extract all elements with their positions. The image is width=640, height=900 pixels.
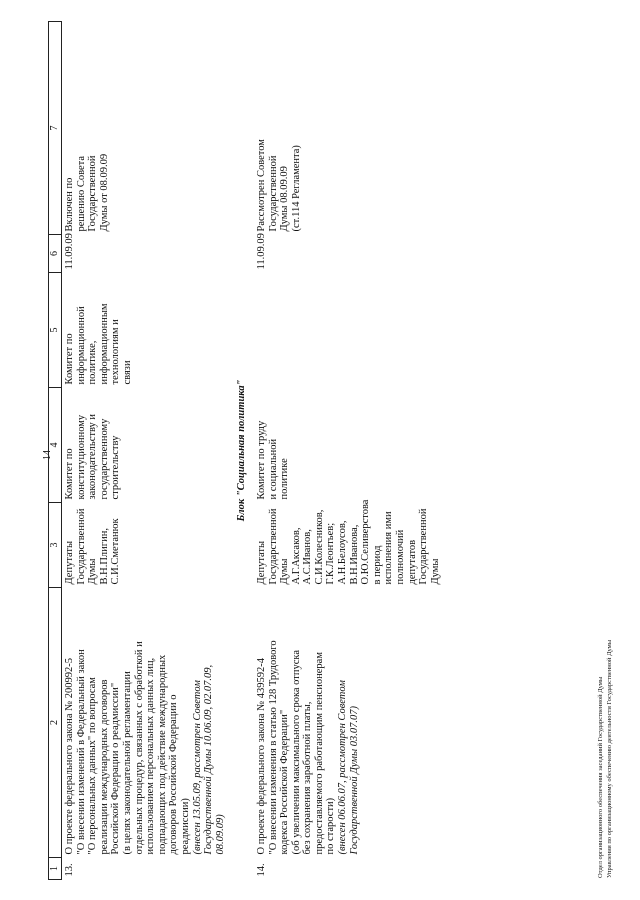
text-line: использованием персональных данных лиц, (145, 657, 157, 855)
text-line: депутатов (406, 539, 418, 585)
text-line: (в целях законодательной регламентации (121, 671, 133, 855)
text-line: (об увеличении максимального срока отпуска (290, 649, 302, 855)
section-row (228, 22, 254, 880)
bill-title-lines (256, 591, 337, 855)
text-line: законодательству и (87, 413, 99, 500)
text-line: А.Г.Аксаков, (290, 527, 302, 585)
authors (62, 503, 229, 588)
text-line: С.И.Сметанюк (110, 518, 122, 585)
text-line: исполнения ими (383, 511, 395, 585)
text-line: "О персональных данных" по вопросам (87, 677, 99, 855)
bill-note (192, 591, 227, 855)
text-line: Думы (279, 558, 291, 585)
header-cell: 3 (49, 503, 62, 588)
text-line: технологиям и (110, 319, 122, 385)
text-line: Комитет по труду (255, 420, 267, 500)
text-line: Включен по (64, 177, 75, 232)
text-line: связи (121, 360, 133, 385)
bill-note (337, 591, 360, 855)
text-line: по старости) (325, 797, 337, 855)
text-line: в период (371, 545, 383, 585)
table-row (62, 22, 229, 880)
text-line: строительству (110, 435, 122, 500)
text-line: договоров Российской Федерации о (168, 694, 180, 855)
text-line: решению Совета (75, 155, 87, 232)
text-line: полномочий (395, 529, 407, 585)
text-line: Думы от 08.09.09 (98, 153, 110, 232)
text-line: Государственной (267, 155, 279, 232)
text-line: и социальной (267, 438, 279, 500)
text-line: О.Ю.Селиверстова (360, 499, 372, 585)
text-line: Государственной (75, 508, 87, 585)
text-line: (ст.114 Регламента) (290, 145, 302, 232)
text-line: без сохранения заработной платы, (302, 701, 314, 855)
text-line: (внесен 13.05.09, рассмотрен Советом (191, 680, 203, 855)
footer-line: Отдел организационного обеспечения заседаний Государственной Думы (597, 676, 604, 878)
footer (596, 640, 614, 878)
header-cell: 4 (49, 388, 62, 503)
text-line: реализации международных договоров (98, 679, 110, 855)
text-line: "О внесении изменений в Федеральный закон (75, 649, 87, 855)
text-line: 08.09.09) (214, 814, 226, 855)
text-line: реадмиссии) (179, 798, 191, 855)
text-line: Российской Федерации о реадмиссии" (110, 682, 122, 855)
responsible-committee (62, 388, 229, 503)
bill-title-lines (64, 591, 192, 855)
text-line: Думы (87, 558, 99, 585)
text-line: "О внесении изменения в статью 128 Трудового (267, 640, 279, 855)
text-line: Государственной Думы 03.07.07) (348, 706, 360, 855)
text-line: В.Н.Иванова, (348, 524, 360, 585)
text-line: О проекте федерального закона № 439592-4 (255, 657, 267, 855)
bills-table (48, 21, 443, 880)
header-cell: 6 (49, 235, 62, 273)
text-line: Комитет по (64, 333, 75, 385)
text-line: В.Н.Плигин, (98, 528, 110, 585)
text-line: информационным (98, 303, 110, 385)
header-cell: 1 (49, 858, 62, 880)
text-line: Депутаты (64, 540, 75, 585)
row-number: 14. (255, 863, 267, 877)
text-line: Депутаты (255, 540, 267, 585)
text-line: Государственной (87, 155, 99, 232)
text-line: Государственной Думы 10.06.09, 02.07.09, (203, 664, 215, 855)
authors (254, 499, 444, 588)
text-line: С.И.Колесников, (313, 509, 325, 585)
table-header-row (49, 22, 62, 880)
text-line: информационной (75, 306, 87, 385)
consideration-date: 11.09.09 (255, 233, 267, 270)
text-line: подпадающих под действие международных (156, 654, 168, 855)
header-cell: 7 (49, 22, 62, 235)
text-line: Думы 08.09.09 (279, 166, 291, 232)
section-title: Блок "Социальная политика" (236, 379, 248, 522)
text-line: предоставляемого работающим пенсионерам (313, 652, 325, 855)
header-cell: 2 (49, 588, 62, 858)
text-line: О проекте федерального закона № 200992-5 (64, 657, 75, 855)
text-line: Государственной (267, 508, 279, 585)
text-line: А.Н.Белоусов, (337, 520, 349, 585)
status-note (254, 22, 444, 235)
header-cell: 5 (49, 273, 62, 388)
text-line: (внесен 06.06.07, рассмотрен Советом (337, 680, 349, 855)
text-line: кодекса Российской Федерации" (279, 709, 291, 855)
bill-title (254, 588, 444, 858)
text-line: Думы (429, 558, 441, 585)
text-line: политике, (87, 340, 99, 385)
text-line: отдельных процедур, связанных с обработкой и (133, 641, 145, 855)
status-note (62, 22, 229, 235)
table-row (254, 22, 444, 880)
footer-line: Управления по организационному обеспечению деятельности Государственной Думы (606, 639, 613, 878)
text-line: А.С.Иванов, (302, 529, 314, 585)
text-line: политике (279, 458, 291, 500)
page-number: 14 (42, 450, 53, 460)
co-committee (62, 273, 229, 388)
text-line: Г.К.Леонтьев; (325, 522, 337, 585)
co-committee (254, 273, 444, 388)
row-number: 13. (64, 863, 75, 877)
text-line: государственному (98, 418, 110, 500)
text-line: Комитет по (64, 448, 75, 500)
bill-title (62, 588, 229, 858)
text-line: Государственной (418, 508, 430, 585)
text-line: Рассмотрен Советом (255, 139, 267, 232)
consideration-date: 11.09.09 (64, 233, 75, 270)
responsible-committee (254, 388, 444, 503)
text-line: конституционному (75, 414, 87, 500)
